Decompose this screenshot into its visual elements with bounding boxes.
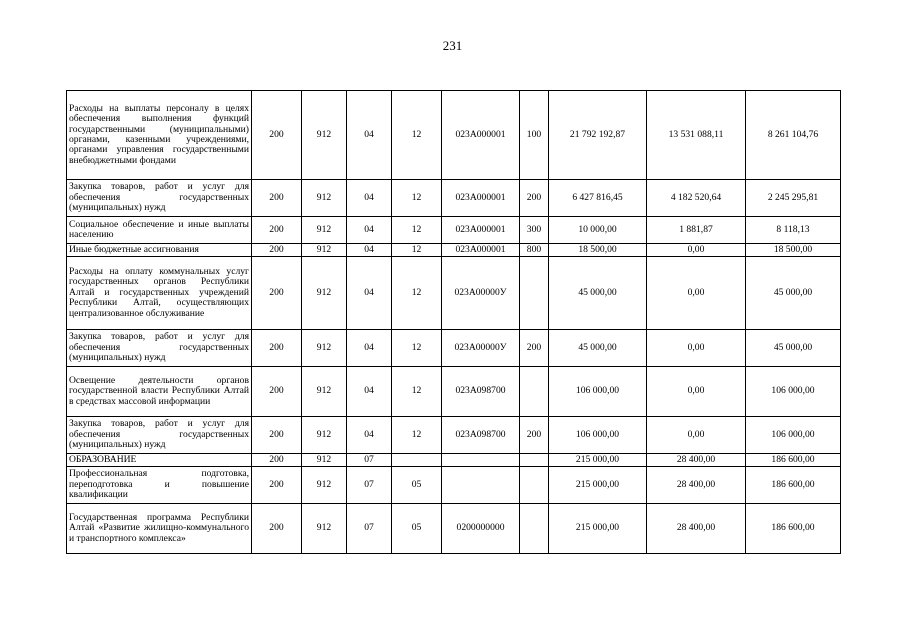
row-name: Закупка товаров, работ и услуг для обеспечения государственных (муниципальных) нужд	[67, 330, 252, 367]
code-subsection: 12	[392, 180, 442, 217]
value-plan: 6 427 816,45	[549, 180, 647, 217]
code-admin: 200	[252, 257, 302, 330]
value-executed: 0,00	[647, 257, 746, 330]
code-admin: 200	[252, 504, 302, 554]
code-subsection: 12	[392, 417, 442, 454]
code-admin: 200	[252, 454, 302, 467]
code-ministry: 912	[302, 504, 347, 554]
code-expense-type: 200	[520, 417, 549, 454]
page-number: 231	[442, 38, 463, 53]
code-target: 023A00000У	[442, 330, 520, 367]
code-ministry: 912	[302, 91, 347, 180]
code-subsection: 05	[392, 504, 442, 554]
value-executed: 0,00	[647, 367, 746, 417]
code-expense-type	[520, 467, 549, 504]
value-executed: 28 400,00	[647, 467, 746, 504]
row-name: Социальное обеспечение и иные выплаты населению	[67, 217, 252, 244]
code-section: 07	[347, 454, 392, 467]
code-target: 023A000001	[442, 217, 520, 244]
row-name: Закупка товаров, работ и услуг для обеспечения государственных (муниципальных) нужд	[67, 417, 252, 454]
value-remaining: 106 000,00	[746, 367, 841, 417]
code-target	[442, 467, 520, 504]
code-target: 0200000000	[442, 504, 520, 554]
code-admin: 200	[252, 91, 302, 180]
table-row	[67, 257, 841, 330]
value-remaining: 8 118,13	[746, 217, 841, 244]
value-executed: 0,00	[647, 244, 746, 257]
code-ministry: 912	[302, 180, 347, 217]
code-ministry: 912	[302, 244, 347, 257]
table-row	[67, 330, 841, 367]
code-expense-type	[520, 504, 549, 554]
value-plan: 106 000,00	[549, 367, 647, 417]
value-plan: 215 000,00	[549, 467, 647, 504]
code-target: 023A000001	[442, 180, 520, 217]
value-executed: 0,00	[647, 417, 746, 454]
code-section: 04	[347, 257, 392, 330]
code-subsection: 05	[392, 467, 442, 504]
code-ministry: 912	[302, 330, 347, 367]
table-row	[67, 417, 841, 454]
code-subsection: 12	[392, 217, 442, 244]
value-remaining: 186 600,00	[746, 504, 841, 554]
value-executed: 4 182 520,64	[647, 180, 746, 217]
code-subsection	[392, 454, 442, 467]
table-row	[67, 467, 841, 504]
value-executed: 13 531 088,11	[647, 91, 746, 180]
value-remaining: 2 245 295,81	[746, 180, 841, 217]
code-ministry: 912	[302, 367, 347, 417]
code-section: 04	[347, 417, 392, 454]
code-expense-type: 300	[520, 217, 549, 244]
value-plan: 106 000,00	[549, 417, 647, 454]
value-plan: 10 000,00	[549, 217, 647, 244]
code-ministry: 912	[302, 467, 347, 504]
row-name: Иные бюджетные ассигнования	[67, 244, 252, 257]
code-admin: 200	[252, 330, 302, 367]
code-section: 04	[347, 330, 392, 367]
value-executed: 0,00	[647, 330, 746, 367]
code-target: 023A098700	[442, 417, 520, 454]
row-name: Государственная программа Республики Алтай «Развитие жилищно-коммунального и транспортного комплекса»	[67, 504, 252, 554]
code-section: 04	[347, 367, 392, 417]
table-row	[67, 244, 841, 257]
code-target	[442, 454, 520, 467]
code-admin: 200	[252, 417, 302, 454]
code-expense-type	[520, 257, 549, 330]
value-plan: 215 000,00	[549, 504, 647, 554]
value-remaining: 45 000,00	[746, 330, 841, 367]
code-admin: 200	[252, 180, 302, 217]
value-executed: 28 400,00	[647, 504, 746, 554]
value-remaining: 18 500,00	[746, 244, 841, 257]
row-name: Расходы на выплаты персоналу в целях обеспечения выполнения функций государственными (муниципальными) органами, казенными учреждениями, органами управления государственными внебюджетными фондами	[67, 91, 252, 180]
code-expense-type: 200	[520, 330, 549, 367]
value-executed: 1 881,87	[647, 217, 746, 244]
code-section: 04	[347, 244, 392, 257]
code-admin: 200	[252, 467, 302, 504]
code-subsection: 12	[392, 91, 442, 180]
value-plan: 21 792 192,87	[549, 91, 647, 180]
code-admin: 200	[252, 244, 302, 257]
code-section: 07	[347, 504, 392, 554]
code-expense-type: 100	[520, 91, 549, 180]
code-subsection: 12	[392, 330, 442, 367]
value-plan: 18 500,00	[549, 244, 647, 257]
value-remaining: 8 261 104,76	[746, 91, 841, 180]
code-subsection: 12	[392, 244, 442, 257]
value-remaining: 45 000,00	[746, 257, 841, 330]
code-subsection: 12	[392, 367, 442, 417]
table-row	[67, 217, 841, 244]
value-remaining: 186 600,00	[746, 454, 841, 467]
code-expense-type	[520, 367, 549, 417]
budget-table	[66, 90, 841, 554]
code-expense-type	[520, 454, 549, 467]
code-ministry: 912	[302, 417, 347, 454]
code-target: 023A00000У	[442, 257, 520, 330]
value-remaining: 186 600,00	[746, 467, 841, 504]
value-remaining: 106 000,00	[746, 417, 841, 454]
value-executed: 28 400,00	[647, 454, 746, 467]
code-section: 04	[347, 91, 392, 180]
code-expense-type: 200	[520, 180, 549, 217]
code-ministry: 912	[302, 257, 347, 330]
table-row	[67, 454, 841, 467]
code-target: 023A000001	[442, 244, 520, 257]
code-section: 07	[347, 467, 392, 504]
table-row	[67, 91, 841, 180]
row-name: Освещение деятельности органов государственной власти Республики Алтай в средствах массовой информации	[67, 367, 252, 417]
code-section: 04	[347, 217, 392, 244]
table-row	[67, 180, 841, 217]
value-plan: 45 000,00	[549, 330, 647, 367]
code-section: 04	[347, 180, 392, 217]
table-row	[67, 504, 841, 554]
code-admin: 200	[252, 367, 302, 417]
row-name: ОБРАЗОВАНИЕ	[67, 454, 252, 467]
code-ministry: 912	[302, 454, 347, 467]
table-row	[67, 367, 841, 417]
code-target: 023A098700	[442, 367, 520, 417]
code-subsection: 12	[392, 257, 442, 330]
row-name: Закупка товаров, работ и услуг для обеспечения государственных (муниципальных) нужд	[67, 180, 252, 217]
value-plan: 215 000,00	[549, 454, 647, 467]
code-ministry: 912	[302, 217, 347, 244]
code-admin: 200	[252, 217, 302, 244]
row-name: Расходы на оплату коммунальных услуг государственных органов Республики Алтай и государственных учреждений Республики Алтай, осуществляющих централизованное обслуживание	[67, 257, 252, 330]
code-expense-type: 800	[520, 244, 549, 257]
value-plan: 45 000,00	[549, 257, 647, 330]
code-target: 023A000001	[442, 91, 520, 180]
row-name: Профессиональная подготовка, переподготовка и повышение квалификации	[67, 467, 252, 504]
